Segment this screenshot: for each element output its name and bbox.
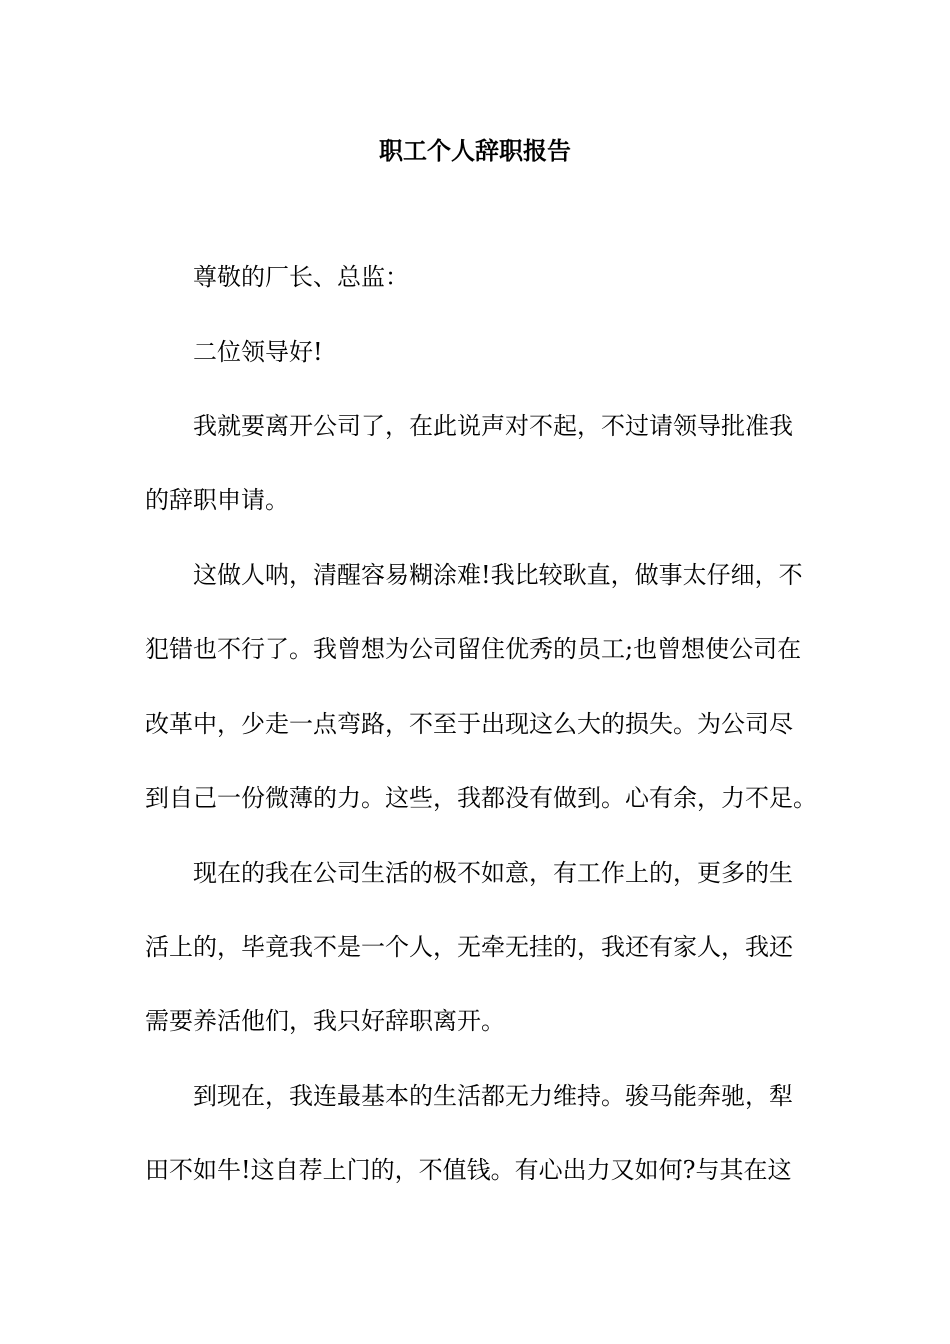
- document-title: 职工个人辞职报告: [379, 136, 571, 165]
- paragraph-line: 需要养活他们，我只好辞职离开。: [145, 1007, 505, 1035]
- paragraph-line: 田不如牛!这自荐上门的，不值钱。有心出力又如何?与其在这: [145, 1156, 792, 1184]
- salutation-line: 尊敬的厂长、总监：: [193, 263, 409, 291]
- greeting-line: 二位领导好!: [193, 338, 323, 366]
- paragraph-line: 的辞职申请。: [145, 486, 289, 514]
- paragraph-line: 犯错也不行了。我曾想为公司留住优秀的员工;也曾想使公司在: [145, 635, 802, 663]
- paragraph-line: 这做人呐，清醒容易糊涂难!我比较耿直，做事太仔细，不: [193, 561, 803, 589]
- paragraph-line: 现在的我在公司生活的极不如意，有工作上的，更多的生: [193, 859, 793, 887]
- paragraph-line: 我就要离开公司了，在此说声对不起，不过请领导批准我: [193, 412, 793, 440]
- paragraph-line: 到现在，我连最基本的生活都无力维持。骏马能奔驰，犁: [193, 1082, 793, 1110]
- paragraph-line: 到自己一份微薄的力。这些，我都没有做到。心有余，力不足。: [145, 784, 817, 812]
- paragraph-line: 改革中，少走一点弯路，不至于出现这么大的损失。为公司尽: [145, 710, 793, 738]
- paragraph-line: 活上的，毕竟我不是一个人，无牵无挂的，我还有家人，我还: [145, 933, 793, 961]
